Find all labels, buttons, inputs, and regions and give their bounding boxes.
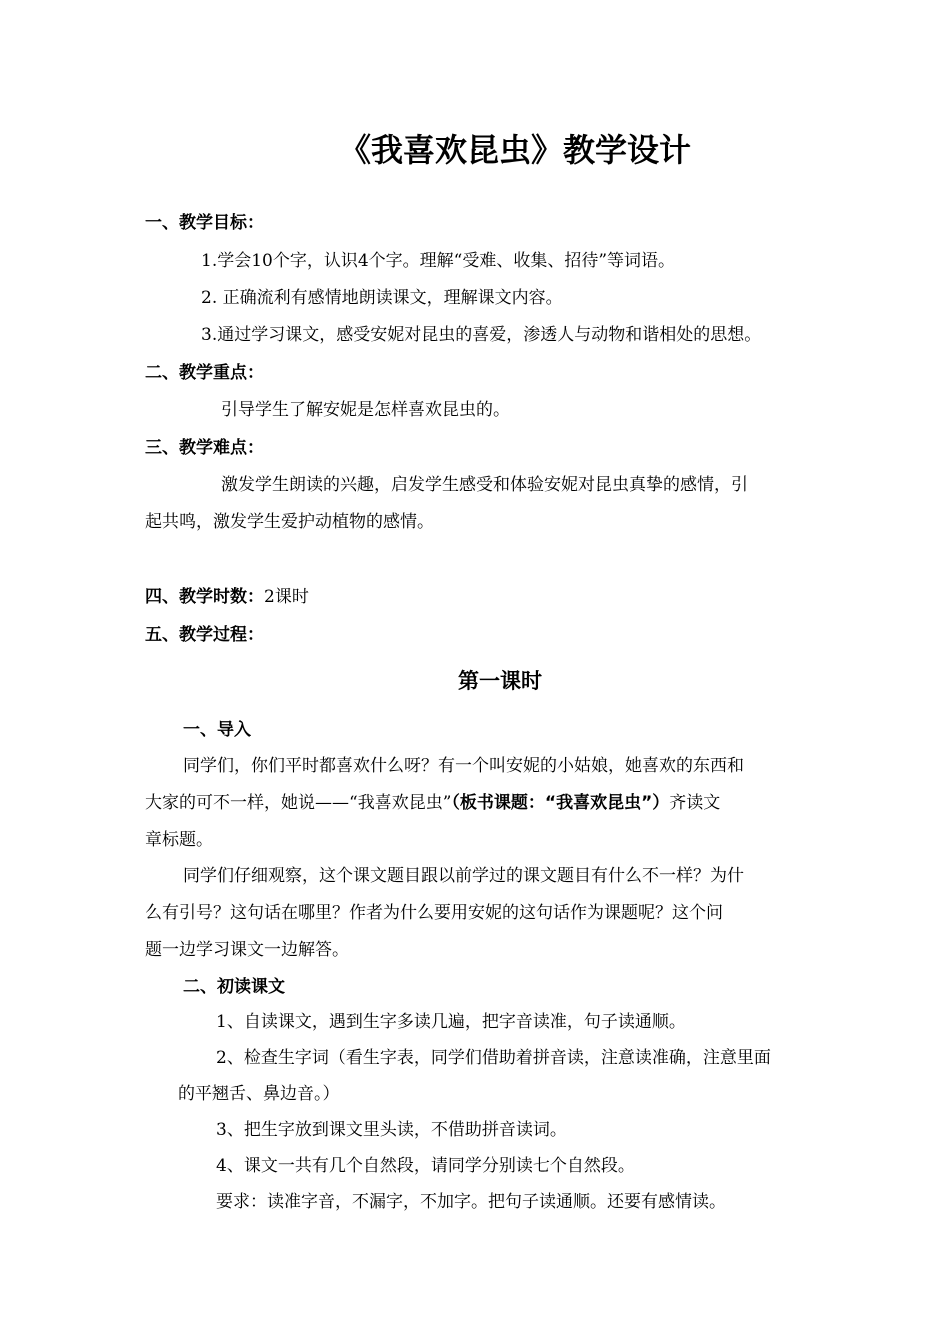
section-hours — [145, 585, 309, 609]
goal-item-2: 2. 正确流利有感情地朗读课文，理解课文内容。 — [201, 288, 563, 308]
intro-p2-line-2: 么有引号？这句话在哪里？作者为什么要用安妮的这句话作为课题呢？这个问 — [145, 903, 723, 923]
lesson-title: 第一课时 — [458, 669, 542, 693]
reading-heading: 二、初读课文 — [183, 977, 285, 997]
intro-p1-quote: 大家的可不一样，她说——“我喜欢昆虫” — [145, 793, 452, 813]
reading-requirements: 要求：读准字音，不漏字，不加字。把句子读通顺。还要有感情读。 — [216, 1192, 726, 1212]
reading-step-1: 1、自读课文，遇到生字多读几遍，把字音读准，句子读通顺。 — [216, 1012, 686, 1032]
intro-p2-line-3: 题一边学习课文一边解答。 — [145, 940, 349, 960]
document-title: 《我喜欢昆虫》教学设计 — [338, 131, 691, 169]
intro-p1-line-3: 章标题。 — [145, 830, 213, 850]
reading-step-3: 3、把生字放到课文里头读，不借助拼音读词。 — [216, 1120, 567, 1140]
intro-p1-line-1: 同学们，你们平时都喜欢什么呀？有一个叫安妮的小姑娘，她喜欢的东西和 — [183, 756, 744, 776]
key-point-text: 引导学生了解安妮是怎样喜欢昆虫的。 — [221, 400, 510, 420]
blackboard-title-note: （板书课题：“我喜欢昆虫”） — [451, 793, 670, 813]
goal-item-1: 1.学会10个字，认识4个字。理解“受难、收集、招待”等词语。 — [201, 251, 676, 271]
section-heading-process: 五、教学过程： — [145, 625, 264, 645]
reading-step-2-line-2: 的平翘舌、鼻边音。） — [178, 1084, 340, 1104]
difficulty-line-2: 起共鸣，激发学生爱护动植物的感情。 — [145, 512, 434, 532]
intro-p2-line-1: 同学们仔细观察，这个课文题目跟以前学过的课文题目有什么不一样？为什 — [183, 866, 744, 886]
section-heading-hours: 四、教学时数： — [145, 587, 264, 607]
intro-p1-tail: 齐读文 — [669, 793, 721, 813]
section-heading-goals: 一、教学目标： — [145, 213, 264, 233]
intro-p1-line-2 — [145, 791, 720, 815]
difficulty-line-1: 激发学生朗读的兴趣，启发学生感受和体验安妮对昆虫真挚的感情，引 — [221, 475, 748, 495]
section-heading-key-points: 二、教学重点： — [145, 363, 264, 383]
goal-item-3: 3.通过学习课文，感受安妮对昆虫的喜爱，渗透人与动物和谐相处的思想。 — [201, 325, 762, 345]
hours-value: 2课时 — [264, 587, 309, 607]
reading-step-4: 4、课文一共有几个自然段，请同学分别读七个自然段。 — [216, 1156, 635, 1176]
section-heading-difficulties: 三、教学难点： — [145, 438, 264, 458]
reading-step-2-line-1: 2、检查生字词（看生字表，同学们借助着拼音读，注意读准确，注意里面 — [216, 1048, 771, 1068]
intro-heading: 一、导入 — [183, 720, 251, 740]
